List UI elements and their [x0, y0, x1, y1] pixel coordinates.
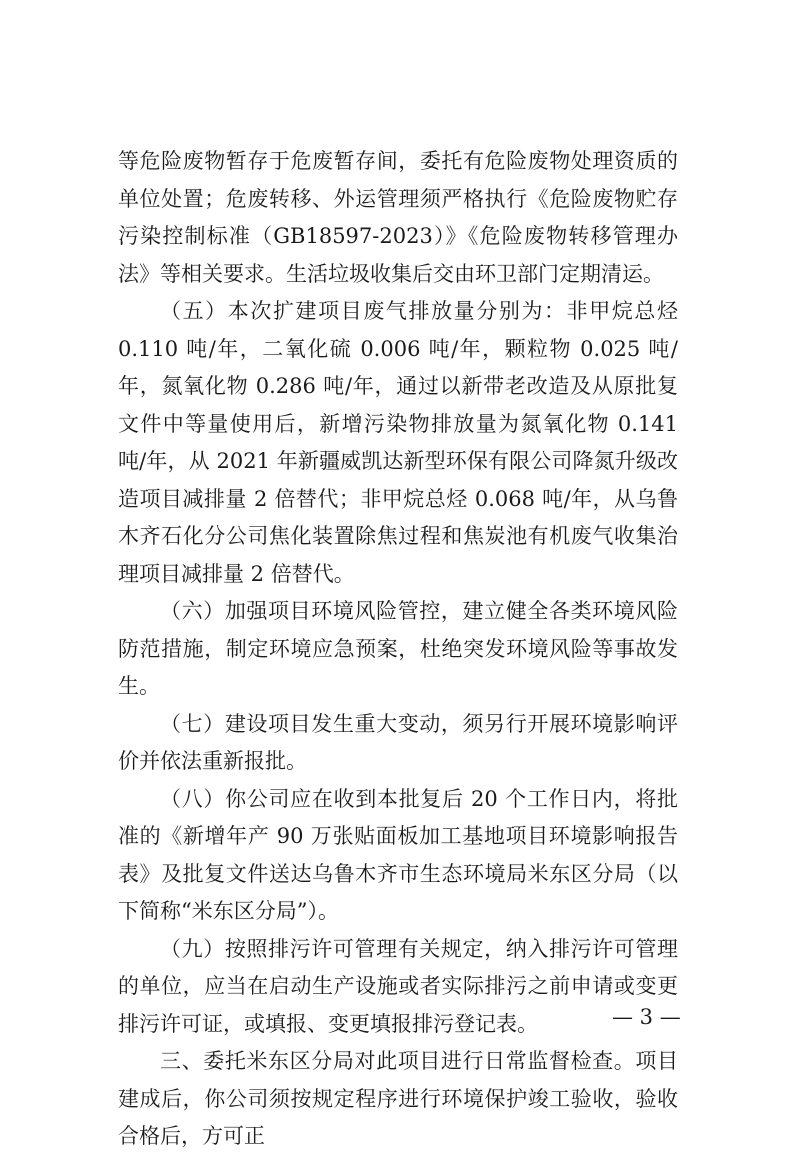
paragraph-item-6-risk-control: （六）加强项目环境风险管控，建立健全各类环境风险防范措施，制定环境应急预案，杜绝突发环境风险等事故发生。 — [118, 599, 678, 698]
page-number: — 3 — — [612, 1005, 681, 1029]
paragraph-item-9-permit: （九）按照排污许可管理有关规定，纳入排污许可管理的单位，应当在启动生产设施或者实际排污之前申请或变更排污许可证，或填报、变更填报排污登记表。 — [118, 936, 678, 1036]
paragraph-hazardous-waste: 等危险废物暂存于危废暂存间，委托有危险废物处理资质的单位处置；危废转移、外运管理须严格执行《危险废物贮存污染控制标准（GB18597-2023）》《危险废物转移管理办法》等相关要求。生活垃圾收集后交由环卫部门定期清运。 — [118, 149, 678, 286]
paragraph-item-7-major-change: （七）建设项目发生重大变动，须另行开展环境影响评价并依法重新报批。 — [118, 711, 678, 773]
paragraph-item-8-submission: （八）你公司应在收到本批复后 20 个工作日内，将批准的《新增年产 90 万张贴面板加工基地项目环境影响报告表》及批复文件送达乌鲁木齐市生态环境局米东区分局（以下简称“米东区分局”）。 — [118, 786, 678, 923]
document-body — [118, 143, 678, 1156]
paragraph-section-3-supervision: 三、委托米东区分局对此项目进行日常监督检查。项目建成后，你公司须按规定程序进行环境保护竣工验收，验收合格后，方可正 — [118, 1049, 678, 1148]
paragraph-item-5-emissions: （五）本次扩建项目废气排放量分别为：非甲烷总烃 0.110 吨/年，二氧化硫 0.006 吨/年，颗粒物 0.025 吨/年，氮氧化物 0.286 吨/年，通过以新带老改造及从原批复文件中等量使用后，新增污染物排放量为氮氧化物 0.141 吨/年，从 2021 年新疆威凯达新型环保有限公司降氮升级改造项目减排量 2 倍替代；非甲烷总烃 0.068 吨/年，从乌鲁木齐石化分公司焦化装置除焦过程和焦炭池有机废气收集治理项目减排量 2 倍替代。 — [118, 299, 678, 586]
